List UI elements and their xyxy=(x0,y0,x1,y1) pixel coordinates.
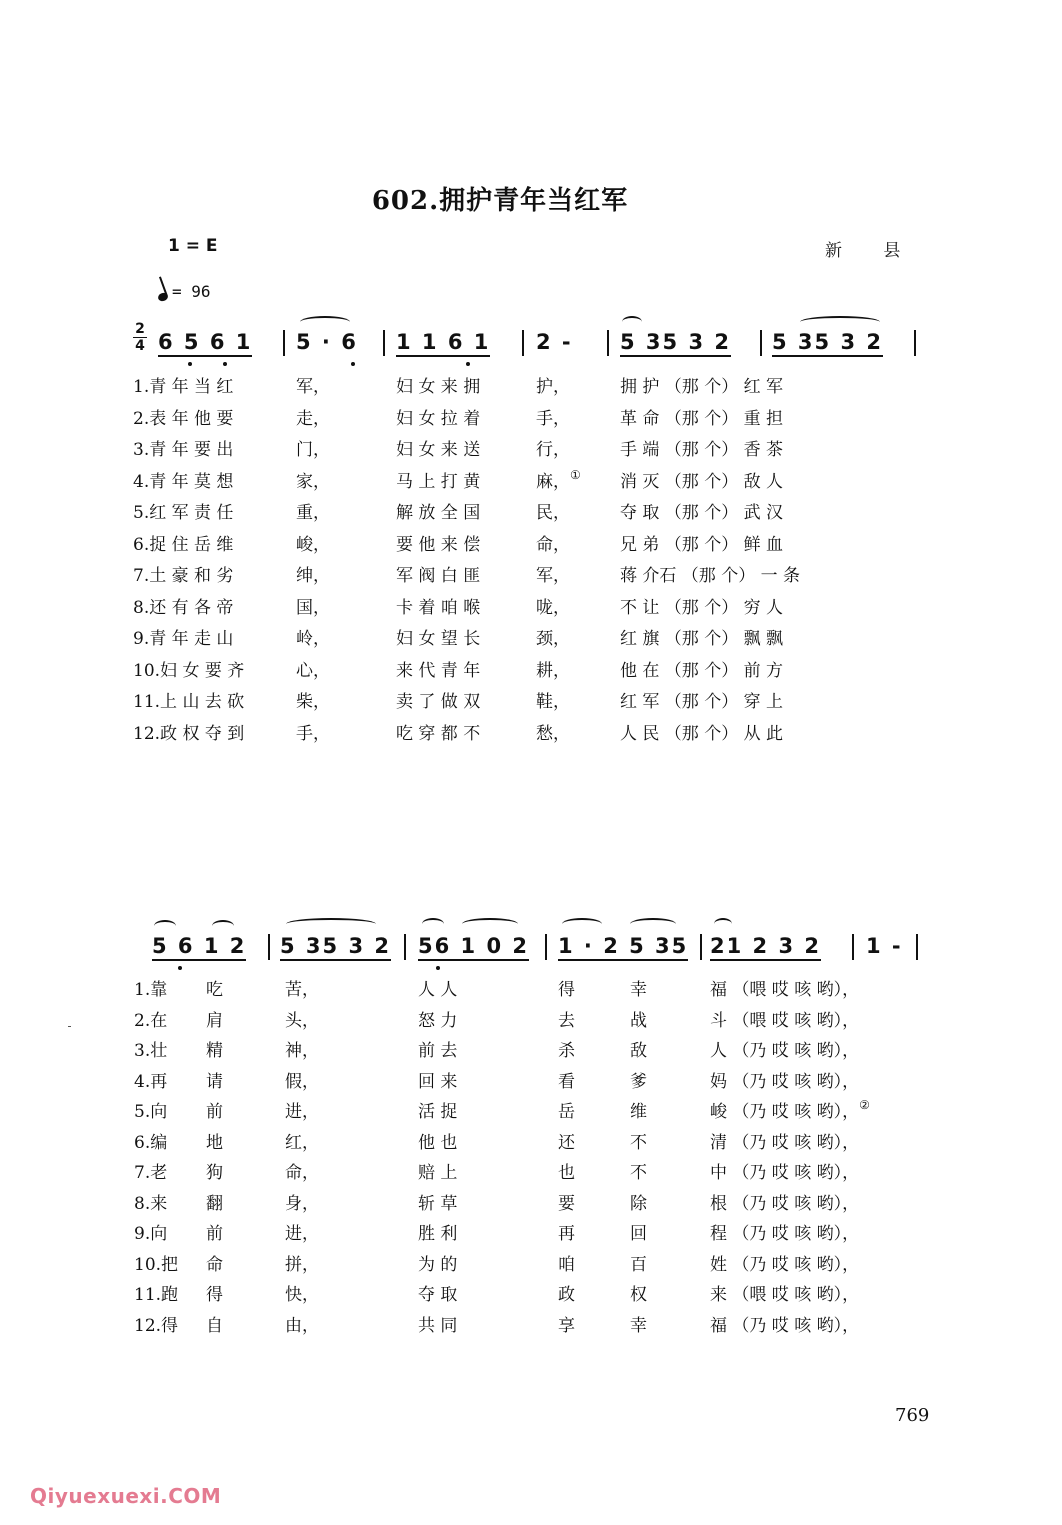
lyric-cell: 妇 女 拉 着 xyxy=(396,408,481,429)
barline xyxy=(852,934,854,960)
lyric-cell: 前 xyxy=(206,1224,223,1244)
lyric-cell: 清 （乃 哎 咳 哟）， xyxy=(710,1132,860,1153)
lyric-cell: 革 命 （那 个） 重 担 xyxy=(620,408,784,429)
lyric-cell: 神， xyxy=(285,1041,319,1061)
barline xyxy=(760,330,762,356)
lyric-cell: 斩 草 xyxy=(418,1193,458,1214)
lyric-cell: 得 xyxy=(206,1285,223,1305)
lyric-cell: 鞋， xyxy=(536,692,570,712)
lyric-cell: 7.老 xyxy=(134,1163,168,1183)
lyric-cell: 2.表 年 他 要 xyxy=(133,408,234,429)
lyric-cell: 前 xyxy=(206,1102,223,1122)
lyric-cell: 要 他 来 偿 xyxy=(396,534,481,555)
lyric-cell: 人 民 （那 个） 从 此 xyxy=(620,723,784,744)
tie-arc xyxy=(714,918,732,930)
lyric-cell: 咱 xyxy=(558,1254,575,1275)
lyric-cell: 请 xyxy=(206,1071,223,1092)
lyric-cell: 身， xyxy=(285,1193,319,1214)
lyric-cell: 地 xyxy=(206,1132,223,1153)
lyric-cell: 4.青 年 莫 想 xyxy=(133,471,234,492)
lyric-cell: 共 同 xyxy=(418,1315,458,1336)
lyric-cell: 妈 （乃 哎 咳 哟）， xyxy=(710,1071,860,1092)
lyric-cell: 为 的 xyxy=(418,1254,458,1275)
tie-arc xyxy=(622,316,642,328)
measure: 5 · 6 xyxy=(296,330,358,354)
footnote-marker: ② xyxy=(859,1098,870,1112)
footnote-marker: ① xyxy=(570,467,581,482)
lyric-cell: 政 xyxy=(558,1285,575,1305)
lyric-cell: 看 xyxy=(558,1071,575,1092)
lyric-cell: 战 xyxy=(630,1010,647,1031)
lyric-cell: 10.妇 女 要 齐 xyxy=(133,660,245,681)
lyric-cell: 军 阀 白 匪 xyxy=(396,566,481,586)
lyric-cell: 回 来 xyxy=(418,1071,458,1092)
measure: 1 - xyxy=(866,934,903,958)
lyric-cell: 享 xyxy=(558,1315,575,1336)
site-watermark: Qiyuexuexi.COM xyxy=(30,1484,222,1508)
lyric-cell: 福 （喂 哎 咳 哟）， xyxy=(710,980,860,1000)
lyric-cell: 肩 xyxy=(206,1010,223,1031)
lyric-cell: 手， xyxy=(536,408,570,429)
lyric-cell: 行， xyxy=(536,440,570,460)
barline xyxy=(383,330,385,356)
low-octave-dot xyxy=(223,362,227,366)
measure: 1 1 6 1 xyxy=(396,330,490,354)
lyric-cell: 他 也 xyxy=(418,1132,458,1153)
lyric-cell: 去 xyxy=(558,1010,575,1031)
barline xyxy=(916,934,918,960)
low-octave-dot xyxy=(178,966,182,970)
lyric-cell: 狗 xyxy=(206,1163,223,1183)
lyric-cell: 拼， xyxy=(285,1254,319,1275)
tie-arc xyxy=(800,316,880,328)
barline xyxy=(404,934,406,960)
lyric-cell: 杀 xyxy=(558,1041,575,1061)
lyric-cell: 消 灭 （那 个） 敌 人 xyxy=(620,471,784,492)
lyric-cell: 自 xyxy=(206,1315,223,1336)
lyric-cell: 要 xyxy=(558,1193,575,1214)
lyric-cell: 11.上 山 去 砍 xyxy=(133,692,245,712)
lyric-cell: 斗 （喂 哎 咳 哟）， xyxy=(710,1010,860,1031)
lyric-cell: 怒 力 xyxy=(418,1010,458,1031)
barline xyxy=(283,330,285,356)
barline xyxy=(700,934,702,960)
lyric-cell: 岳 xyxy=(558,1102,575,1122)
tie-arc xyxy=(562,918,602,930)
lyric-cell: 心， xyxy=(296,660,330,681)
tempo-value: = 96 xyxy=(172,282,211,301)
lyric-cell: 进， xyxy=(285,1224,319,1244)
lyric-cell: 重， xyxy=(296,503,330,523)
lyric-cell: 2.在 xyxy=(134,1010,168,1031)
lyric-cell: 护， xyxy=(536,377,570,397)
measure: 5 35 3 2 xyxy=(772,330,883,354)
barline xyxy=(268,934,270,960)
lyric-cell: 不 xyxy=(630,1132,647,1153)
lyric-cell: 1.靠 xyxy=(134,980,168,1000)
tie-arc xyxy=(212,920,234,932)
lyric-cell: 姓 （乃 哎 咳 哟）， xyxy=(710,1254,860,1275)
measure: 1 · 2 5 35 xyxy=(558,934,688,958)
lyric-cell: 他 在 （那 个） 前 方 xyxy=(620,660,784,681)
lyric-cell: 妇 女 来 送 xyxy=(396,440,481,460)
time-signature-bottom: 4 xyxy=(135,338,145,354)
lyric-cell: 拥 护 （那 个） 红 军 xyxy=(620,377,784,397)
lyric-cell: 来 （喂 哎 咳 哟）， xyxy=(710,1285,860,1305)
measure: 2 - xyxy=(536,330,573,354)
measure: 21 2 3 2 xyxy=(710,934,821,958)
lyric-cell: 蒋 介石 （那 个） 一 条 xyxy=(620,566,801,586)
lyric-cell: 胜 利 xyxy=(418,1224,458,1244)
lyric-cell: 中 （乃 哎 咳 哟）， xyxy=(710,1163,860,1183)
lyric-cell: 命， xyxy=(536,534,570,555)
lyric-cell: 除 xyxy=(630,1193,647,1214)
lyric-cell: 咙， xyxy=(536,597,570,618)
lyric-cell: 走， xyxy=(296,408,330,429)
lyric-cell: 再 xyxy=(558,1224,575,1244)
lyric-cell: 兄 弟 （那 个） 鲜 血 xyxy=(620,534,784,555)
lyric-cell: 人 人 xyxy=(418,980,458,1000)
lyric-cell: 国， xyxy=(296,597,330,618)
lyric-cell: 柴， xyxy=(296,692,330,712)
lyric-cell: 颈， xyxy=(536,629,570,649)
low-octave-dot xyxy=(436,966,440,970)
lyric-cell: 3.青 年 要 出 xyxy=(133,440,234,460)
measure: 6 5 6 1 xyxy=(158,330,252,354)
barline xyxy=(914,330,916,356)
lyric-cell: 由， xyxy=(285,1315,319,1336)
lyric-cell: 3.壮 xyxy=(134,1041,168,1061)
lyric-cell: 门， xyxy=(296,440,330,460)
low-octave-dot xyxy=(466,362,470,366)
lyric-cell: 军， xyxy=(536,566,570,586)
lyric-cell: 8.来 xyxy=(134,1193,168,1214)
scan-speck xyxy=(68,1026,71,1027)
lyric-cell: 假， xyxy=(285,1071,319,1092)
barline xyxy=(545,934,547,960)
lyric-cell: 6.编 xyxy=(134,1132,168,1153)
lyric-cell: 快， xyxy=(285,1285,319,1305)
lyric-cell: 峻， xyxy=(296,534,330,555)
lyric-cell: 6.捉 住 岳 维 xyxy=(133,534,234,555)
lyric-cell: 愁， xyxy=(536,723,570,744)
measure: 5 6 1 2 xyxy=(152,934,246,958)
tie-arc xyxy=(462,918,518,930)
lyric-cell: 夺 取 （那 个） 武 汉 xyxy=(620,503,784,523)
quarter-note-icon xyxy=(157,292,169,303)
lyric-cell: 来 代 青 年 xyxy=(396,660,481,681)
lyric-cell: 麻，① xyxy=(536,467,581,492)
lyric-cell: 吃 xyxy=(206,980,223,1000)
measure: 5 35 3 2 xyxy=(620,330,731,354)
lyric-cell: 马 上 打 黄 xyxy=(396,471,481,492)
lyric-cell: 12.政 权 夺 到 xyxy=(133,723,245,744)
lyric-cell: 岭， xyxy=(296,629,330,649)
lyric-cell: 回 xyxy=(630,1224,647,1244)
lyric-cell: 妇 女 望 长 xyxy=(396,629,481,649)
tie-arc xyxy=(154,920,176,932)
tie-arc xyxy=(286,918,376,930)
lyric-cell: 吃 穿 都 不 xyxy=(396,723,481,744)
lyric-cell: 峻 （乃 哎 咳 哟），② xyxy=(710,1098,870,1122)
barline xyxy=(607,330,609,356)
lyric-cell: 1.青 年 当 红 xyxy=(133,377,234,397)
lyric-cell: 前 去 xyxy=(418,1041,458,1061)
tempo-marking xyxy=(158,282,211,301)
lyric-cell: 8.还 有 各 帝 xyxy=(133,597,234,618)
lyric-cell: 程 （乃 哎 咳 哟）， xyxy=(710,1224,860,1244)
lyric-cell: 卡 着 咱 喉 xyxy=(396,597,481,618)
lyric-cell: 手 端 （那 个） 香 茶 xyxy=(620,440,784,460)
lyric-cell: 命， xyxy=(285,1163,319,1183)
lyric-cell: 5.红 军 责 任 xyxy=(133,503,234,523)
lyric-cell: 不 xyxy=(630,1163,647,1183)
low-octave-dot xyxy=(188,362,192,366)
lyric-cell: 精 xyxy=(206,1041,223,1061)
lyric-cell: 卖 了 做 双 xyxy=(396,692,481,712)
lyric-cell: 活 捉 xyxy=(418,1102,458,1122)
lyric-cell: 赔 上 xyxy=(418,1163,458,1183)
lyric-cell: 10.把 xyxy=(134,1254,179,1275)
lyric-cell: 红， xyxy=(285,1132,319,1153)
lyric-cell: 翻 xyxy=(206,1193,223,1214)
measure: 5 35 3 2 xyxy=(280,934,391,958)
lyric-cell: 也 xyxy=(558,1163,575,1183)
lyric-cell: 头， xyxy=(285,1010,319,1031)
lyric-cell: 手， xyxy=(296,723,330,744)
lyric-cell: 权 xyxy=(630,1285,647,1305)
song-title: 602.拥护青年当红军 xyxy=(371,186,629,216)
lyric-cell: 福 （乃 哎 咳 哟）， xyxy=(710,1315,860,1336)
lyric-cell: 人 （乃 哎 咳 哟）， xyxy=(710,1041,860,1061)
lyric-cell: 红 军 （那 个） 穿 上 xyxy=(620,692,784,712)
time-signature-top: 2 xyxy=(135,321,145,337)
lyric-cell: 不 让 （那 个） 穷 人 xyxy=(620,597,784,618)
lyric-cell: 7.土 豪 和 劣 xyxy=(133,566,234,586)
lyric-cell: 敌 xyxy=(630,1041,647,1061)
lyric-cell: 耕， xyxy=(536,660,570,681)
lyric-cell: 12.得 xyxy=(134,1315,179,1336)
lyric-cell: 绅， xyxy=(296,566,330,586)
page-number: 769 xyxy=(895,1405,930,1426)
lyric-cell: 11.跑 xyxy=(134,1285,179,1305)
lyric-cell: 根 （乃 哎 咳 哟）， xyxy=(710,1193,860,1214)
lyric-cell: 夺 取 xyxy=(418,1285,458,1305)
tie-arc xyxy=(422,918,444,930)
lyric-cell: 家， xyxy=(296,471,330,492)
lyric-cell: 维 xyxy=(630,1102,647,1122)
lyric-cell: 苦， xyxy=(285,980,319,1000)
lyric-cell: 民， xyxy=(536,503,570,523)
low-octave-dot xyxy=(351,362,355,366)
lyric-cell: 9.青 年 走 山 xyxy=(133,629,234,649)
lyric-cell: 百 xyxy=(630,1254,647,1275)
time-signature xyxy=(133,322,147,353)
tie-arc xyxy=(630,918,676,930)
lyric-cell: 红 旗 （那 个） 飘 飘 xyxy=(620,629,784,649)
song-origin: 新 县 xyxy=(825,241,919,261)
lyric-cell: 4.再 xyxy=(134,1071,168,1092)
lyric-cell: 妇 女 来 拥 xyxy=(396,377,481,397)
lyric-cell: 幸 xyxy=(630,1315,647,1336)
tie-arc xyxy=(300,316,350,328)
key-signature: 1 = E xyxy=(168,236,218,256)
lyric-cell: 进， xyxy=(285,1102,319,1122)
lyric-cell: 军， xyxy=(296,377,330,397)
lyric-cell: 得 xyxy=(558,980,575,1000)
lyric-cell: 9.向 xyxy=(134,1224,168,1244)
lyric-cell: 还 xyxy=(558,1132,575,1153)
lyric-cell: 爹 xyxy=(630,1071,647,1092)
lyric-cell: 5.向 xyxy=(134,1102,168,1122)
lyric-cell: 幸 xyxy=(630,980,647,1000)
lyric-cell: 解 放 全 国 xyxy=(396,503,481,523)
barline xyxy=(522,330,524,356)
measure: 56 1 0 2 xyxy=(418,934,529,958)
lyric-cell: 命 xyxy=(206,1254,223,1275)
